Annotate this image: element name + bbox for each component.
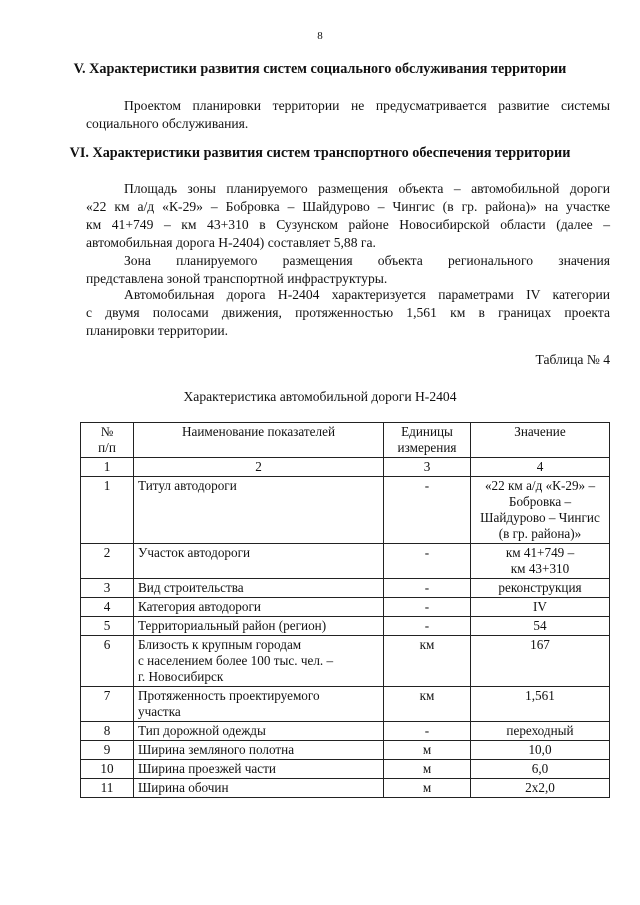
table-row (81, 760, 610, 779)
header-units: Единицы измерения (384, 423, 471, 458)
row-number-cell: 11 (81, 779, 134, 798)
value-cell: 6,0 (471, 760, 610, 779)
value-cell: 167 (471, 636, 610, 687)
paragraph-line: Зона планируемого размещения объекта регионального значения (124, 253, 610, 268)
units-cell: м (384, 760, 471, 779)
row-number-cell: 3 (81, 579, 134, 598)
indicator-name-cell: Протяженность проектируемого участка (134, 687, 384, 722)
units-cell: м (384, 741, 471, 760)
paragraph-line: Проектом планировки территории не предусматривается развитие системы (124, 98, 610, 113)
row-number-cell: 10 (81, 760, 134, 779)
section-5-paragraph (86, 97, 610, 133)
units-cell: - (384, 598, 471, 617)
table-index-row (81, 458, 610, 477)
indicator-name-cell: Близость к крупным городам с населением более 100 тыс. чел. – г. Новосибирск (134, 636, 384, 687)
value-cell: 54 (471, 617, 610, 636)
paragraph-line: Площадь зоны планируемого размещения объекта – автомобильной дороги (124, 181, 610, 196)
units-cell: - (384, 477, 471, 544)
units-cell: км (384, 636, 471, 687)
indicator-name-cell: Ширина обочин (134, 779, 384, 798)
table-header-row (81, 423, 610, 458)
row-number-cell: 6 (81, 636, 134, 687)
indicator-name-cell: Территориальный район (регион) (134, 617, 384, 636)
index-cell: 3 (384, 458, 471, 477)
paragraph-line: представлена зоной транспортной инфраструктуры. (86, 271, 388, 286)
table-row (81, 477, 610, 544)
table-row (81, 579, 610, 598)
index-cell: 1 (81, 458, 134, 477)
table-row (81, 779, 610, 798)
indicator-name-cell: Участок автодороги (134, 544, 384, 579)
table-row (81, 598, 610, 617)
row-number-cell: 2 (81, 544, 134, 579)
table-row (81, 687, 610, 722)
indicator-name-cell: Категория автодороги (134, 598, 384, 617)
value-cell: 2х2,0 (471, 779, 610, 798)
value-cell: переходный (471, 722, 610, 741)
paragraph-line: Автомобильная дорога Н-2404 характеризуется параметрами IV категории (124, 287, 610, 302)
value-cell: км 41+749 – км 43+310 (471, 544, 610, 579)
table-row (81, 722, 610, 741)
paragraph-line: автомобильная дорога Н-2404) составляет 5,88 га. (86, 235, 376, 250)
value-cell: 10,0 (471, 741, 610, 760)
road-characteristics-table (80, 422, 610, 798)
section-6-paragraph-2 (86, 252, 610, 288)
units-cell: км (384, 687, 471, 722)
row-number-cell: 1 (81, 477, 134, 544)
section-6-paragraph-1 (86, 180, 610, 252)
paragraph-line: планировки территории. (86, 323, 229, 338)
indicator-name-cell: Ширина проезжей части (134, 760, 384, 779)
section-6-paragraph-3 (86, 286, 610, 340)
row-number-cell: 7 (81, 687, 134, 722)
table-row (81, 617, 610, 636)
indicator-name-cell: Вид строительства (134, 579, 384, 598)
units-cell: - (384, 617, 471, 636)
units-cell: - (384, 579, 471, 598)
section-5-heading: V. Характеристики развития систем социального обслуживания территории (73, 61, 567, 77)
header-indicator-name: Наименование показателей (134, 423, 384, 458)
header-number: № п/п (81, 423, 134, 458)
paragraph-line: социального обслуживания. (86, 116, 249, 131)
table-number: Таблица № 4 (535, 352, 610, 367)
value-cell: 1,561 (471, 687, 610, 722)
paragraph-line: с двумя полосами движения, протяженностью 1,561 км в границах проекта (86, 305, 610, 320)
paragraph-line: км 41+749 – км 43+310 в Сузунском районе Новосибирской области (далее – (86, 217, 610, 232)
indicator-name-cell: Титул автодороги (134, 477, 384, 544)
index-cell: 2 (134, 458, 384, 477)
table-row (81, 544, 610, 579)
row-number-cell: 8 (81, 722, 134, 741)
value-cell: «22 км а/д «К-29» – Бобровка – Шайдурово – Чингис (в гр. района)» (471, 477, 610, 544)
units-cell: - (384, 722, 471, 741)
table-row (81, 636, 610, 687)
value-cell: реконструкция (471, 579, 610, 598)
row-number-cell: 5 (81, 617, 134, 636)
section-6-heading: VI. Характеристики развития систем транспортного обеспечения территории (69, 145, 571, 161)
index-cell: 4 (471, 458, 610, 477)
units-cell: м (384, 779, 471, 798)
value-cell: IV (471, 598, 610, 617)
header-value: Значение (471, 423, 610, 458)
row-number-cell: 4 (81, 598, 134, 617)
page-number: 8 (317, 30, 323, 42)
indicator-name-cell: Тип дорожной одежды (134, 722, 384, 741)
units-cell: - (384, 544, 471, 579)
row-number-cell: 9 (81, 741, 134, 760)
table-row (81, 741, 610, 760)
table-caption: Характеристика автомобильной дороги Н-2404 (183, 389, 457, 404)
paragraph-line: «22 км а/д «К-29» – Бобровка – Шайдурово – Чингис (в гр. района)» на участке (86, 199, 610, 214)
indicator-name-cell: Ширина земляного полотна (134, 741, 384, 760)
